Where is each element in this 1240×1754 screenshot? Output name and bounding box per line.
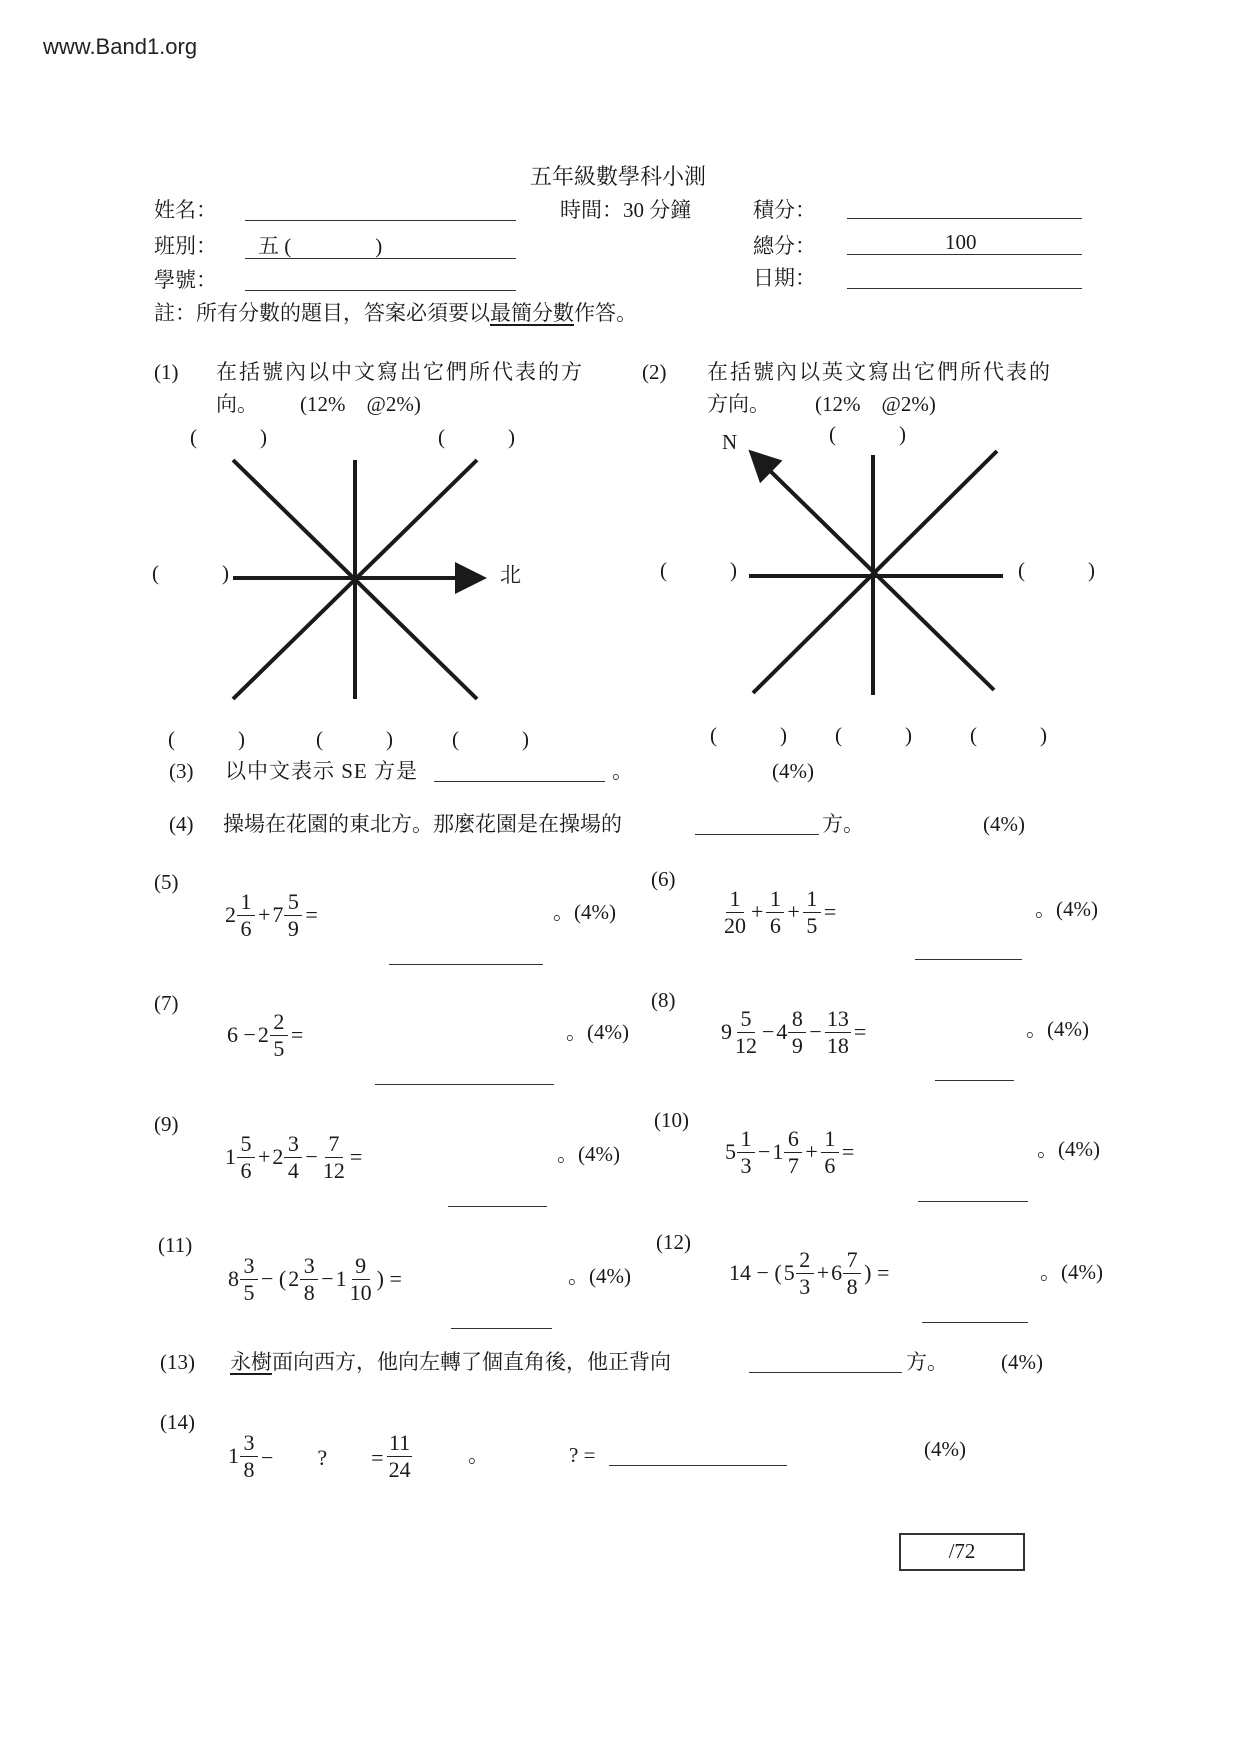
denominator: 6 (769, 912, 781, 938)
operator: − (758, 1139, 771, 1164)
operator: − (321, 1266, 334, 1291)
q7-expression (225, 1003, 305, 1067)
q2-blank-w[interactable]: ( ) (660, 558, 737, 582)
fraction (237, 1131, 255, 1184)
q6-marks: 。(4%) (1035, 897, 1098, 921)
name-label: 姓名： (154, 198, 217, 222)
fraction (766, 886, 784, 939)
q4-number: (4) (169, 812, 194, 836)
q8-marks: 。(4%) (1026, 1017, 1089, 1041)
denominator: 8 (243, 1456, 255, 1482)
note-emphasis: 最簡分數 (490, 301, 574, 325)
denominator: 9 (791, 1032, 803, 1058)
q14-marks: (4%) (924, 1437, 966, 1461)
fraction (300, 1253, 318, 1306)
numerator: 6 (784, 1126, 802, 1153)
q7-answer-field[interactable] (375, 1084, 554, 1085)
denominator: 10 (349, 1279, 372, 1305)
denominator: 5 (243, 1279, 255, 1305)
q12-answer-field[interactable] (922, 1322, 1028, 1323)
fraction (237, 889, 255, 942)
q1-blank-se[interactable]: ( ) (452, 727, 529, 751)
note-suffix: 作答。 (574, 301, 637, 325)
q2-blank-se[interactable]: ( ) (970, 723, 1047, 747)
q10-number: (10) (654, 1108, 689, 1132)
operator: ) = (864, 1260, 890, 1285)
q5-number: (5) (154, 870, 179, 894)
whole-number: 1 (772, 1139, 784, 1164)
q13-name: 永樹 (230, 1350, 272, 1374)
q2-marks: (12% @2%) (815, 392, 936, 416)
numerator: 13 (826, 1005, 849, 1031)
total-label: 總分： (753, 234, 816, 258)
q13-number: (13) (160, 1350, 195, 1374)
q10-answer-field[interactable] (918, 1201, 1028, 1202)
q4-end: 方。 (822, 812, 864, 836)
fraction (270, 1009, 288, 1062)
q2-text: 在括號內以英文寫出它們所代表的 (707, 360, 1052, 384)
fraction (843, 1247, 861, 1300)
page-title: 五年級數學科小測 (530, 164, 707, 189)
fraction (784, 1126, 802, 1179)
q9-expression (225, 1125, 364, 1189)
q11-answer-field[interactable] (451, 1328, 552, 1329)
operator: 14 − ( (729, 1260, 782, 1285)
q11-expression (228, 1247, 404, 1311)
fraction (348, 1253, 374, 1306)
operator: − ? = (261, 1444, 384, 1470)
fraction (803, 886, 821, 939)
numerator: 7 (325, 1131, 343, 1158)
fraction (284, 1131, 302, 1184)
q14-dot: 。 (468, 1443, 489, 1467)
q2-blank-sw[interactable]: ( ) (710, 723, 787, 747)
q3-end: 。 (612, 759, 633, 783)
denominator: 4 (287, 1157, 299, 1183)
operator: = (349, 1144, 363, 1169)
q1-text: 在括號內以中文寫出它們所代表的方 (216, 360, 584, 384)
denominator: 6 (240, 1157, 252, 1183)
q10-marks: 。(4%) (1037, 1137, 1100, 1161)
q13-answer-field[interactable] (749, 1372, 902, 1373)
q5-answer-field[interactable] (389, 964, 543, 965)
q6-number: (6) (651, 867, 676, 891)
class-label: 班別： (154, 234, 217, 258)
numerator: 1 (726, 886, 744, 913)
q14-answer-label: ? = (569, 1443, 596, 1467)
operator: = (290, 1022, 304, 1047)
q10-expression (725, 1120, 856, 1184)
numerator: 1 (766, 886, 784, 913)
numerator: 8 (788, 1006, 806, 1033)
q3-answer-field[interactable] (434, 781, 605, 782)
fraction (788, 1006, 806, 1059)
q6-answer-field[interactable] (915, 959, 1022, 960)
whole-number: 2 (225, 902, 236, 927)
q2-number: (2) (642, 360, 667, 384)
denominator: 3 (799, 1273, 811, 1299)
q13-body: 面向西方，他向左轉了個直角後，他正背向 (272, 1350, 671, 1374)
q2-text-2: 方向。 (707, 392, 770, 416)
q11-marks: 。(4%) (568, 1264, 631, 1288)
q8-answer-field[interactable] (935, 1080, 1014, 1081)
operator: − ( (261, 1266, 287, 1291)
numerator: 5 (737, 1006, 755, 1033)
denominator: 3 (740, 1152, 752, 1178)
q8-number: (8) (651, 988, 676, 1012)
fraction (737, 1126, 755, 1179)
q7-marks: 。(4%) (566, 1020, 629, 1044)
operator: − (809, 1019, 822, 1044)
denominator: 12 (735, 1032, 757, 1058)
numerator: 5 (237, 1131, 255, 1158)
fraction (240, 1430, 258, 1483)
total-value: 100 (945, 230, 977, 254)
fraction (387, 1430, 413, 1483)
denominator: 7 (787, 1152, 799, 1178)
compass-diagrams (0, 0, 1240, 760)
numerator: 2 (270, 1009, 288, 1036)
denominator: 6 (824, 1152, 836, 1178)
q13-text (230, 1350, 671, 1374)
fraction (321, 1131, 347, 1184)
q1-blank-sw[interactable]: ( ) (168, 727, 245, 751)
whole-number: 2 (288, 1266, 300, 1291)
q7-number: (7) (154, 991, 179, 1015)
q14-answer-field[interactable] (609, 1465, 787, 1466)
operator: = (853, 1019, 867, 1044)
q14-number: (14) (160, 1410, 195, 1434)
numerator: 3 (240, 1253, 258, 1280)
operator: = (305, 902, 318, 927)
numerator: 11 (389, 1429, 411, 1455)
whole-number: 1 (335, 1266, 347, 1291)
numerator: 3 (240, 1430, 258, 1457)
whole-number: 2 (272, 1144, 284, 1169)
denominator: 12 (322, 1157, 345, 1183)
operator: + (258, 902, 271, 927)
q9-number: (9) (154, 1112, 179, 1136)
compass-2 (749, 451, 1003, 695)
fraction (284, 889, 302, 942)
numerator: 3 (300, 1253, 318, 1280)
compass-1 (233, 460, 477, 699)
whole-number: 1 (225, 1144, 236, 1169)
operator: + (816, 1260, 830, 1285)
numerator: 1 (237, 889, 255, 916)
score-label: 積分： (753, 198, 816, 222)
operator: + (258, 1144, 271, 1169)
q1-text-2: 向。 (216, 392, 258, 416)
time-label: 時間：30 分鐘 (560, 198, 692, 222)
class-value: 五 ( ) (258, 234, 383, 258)
denominator: 6 (240, 915, 252, 941)
operator: ) = (376, 1266, 402, 1291)
fraction (825, 1006, 851, 1059)
operator: + (787, 899, 800, 924)
q13-end: 方。 (906, 1350, 948, 1374)
whole-number: 5 (783, 1260, 795, 1285)
q3-text: 以中文表示 SE 方是 (225, 759, 419, 783)
denominator: 20 (724, 912, 746, 938)
denominator: 8 (303, 1279, 315, 1305)
date-label: 日期： (753, 266, 816, 290)
numerator: 9 (352, 1253, 370, 1280)
whole-number: 7 (272, 902, 284, 927)
q12-marks: 。(4%) (1040, 1260, 1103, 1284)
whole-number: 4 (776, 1019, 788, 1044)
q12-expression (727, 1241, 891, 1305)
q3-number: (3) (169, 759, 194, 783)
north-label-english: N (722, 430, 738, 454)
student-no-label: 學號： (154, 268, 217, 292)
operator: − (305, 1144, 318, 1169)
watermark: www.Band1.org (43, 34, 198, 59)
q4-answer-field[interactable] (695, 834, 819, 835)
whole-number: 9 (721, 1019, 732, 1044)
q2-blank-e[interactable]: ( ) (1018, 558, 1095, 582)
q1-blank-s[interactable]: ( ) (316, 727, 393, 751)
whole-number: 1 (228, 1443, 239, 1468)
numerator: 1 (803, 886, 821, 913)
numerator: 7 (843, 1247, 861, 1274)
numerator: 2 (796, 1247, 814, 1274)
whole-number: 6 (831, 1260, 843, 1285)
denominator: 5 (806, 912, 818, 938)
fraction (733, 1006, 759, 1059)
operator: = (841, 1139, 855, 1164)
q2-blank-n[interactable]: ( ) (829, 422, 906, 446)
q11-number: (11) (158, 1233, 193, 1257)
q12-number: (12) (656, 1230, 691, 1254)
q1-blank-w[interactable]: ( ) (152, 561, 229, 585)
operator: + (805, 1139, 818, 1164)
q3-marks: (4%) (772, 759, 814, 783)
operator: 6 − (227, 1022, 256, 1047)
whole-number: 2 (257, 1022, 269, 1047)
denominator: 9 (287, 915, 299, 941)
q14-expression (228, 1424, 414, 1488)
numerator: 3 (284, 1131, 302, 1158)
total-score-box: /72 (899, 1533, 1025, 1571)
north-label-chinese: 北 (500, 563, 521, 587)
operator: + (751, 899, 764, 924)
q1-number: (1) (154, 360, 179, 384)
q1-marks: (12% @2%) (300, 392, 421, 416)
q9-answer-field[interactable] (448, 1206, 547, 1207)
q1-blank-nw[interactable]: ( ) (190, 425, 267, 449)
denominator: 8 (846, 1273, 858, 1299)
numerator: 1 (737, 1126, 755, 1153)
numerator: 5 (284, 889, 302, 916)
q4-text: 操場在花園的東北方。那麼花園是在操場的 (223, 812, 622, 836)
q13-marks: (4%) (1001, 1350, 1043, 1374)
q6-expression (721, 880, 838, 944)
q8-expression (721, 1000, 868, 1064)
whole-number: 5 (725, 1139, 736, 1164)
whole-number: 8 (228, 1266, 239, 1291)
q4-marks: (4%) (983, 812, 1025, 836)
denominator: 24 (388, 1456, 411, 1482)
q2-blank-s[interactable]: ( ) (835, 723, 912, 747)
numerator: 1 (821, 1126, 839, 1153)
denominator: 18 (826, 1032, 849, 1058)
denominator: 5 (273, 1035, 285, 1061)
q5-expression (225, 883, 320, 947)
operator: − (762, 1019, 775, 1044)
fraction (722, 886, 748, 939)
q1-blank-ne[interactable]: ( ) (438, 425, 515, 449)
fraction (821, 1126, 839, 1179)
note-prefix: 註：所有分數的題目，答案必須要以 (154, 301, 490, 325)
fraction (796, 1247, 814, 1300)
q5-marks: 。(4%) (553, 900, 616, 924)
fraction (240, 1253, 258, 1306)
q9-marks: 。(4%) (557, 1142, 620, 1166)
operator: = (823, 899, 837, 924)
